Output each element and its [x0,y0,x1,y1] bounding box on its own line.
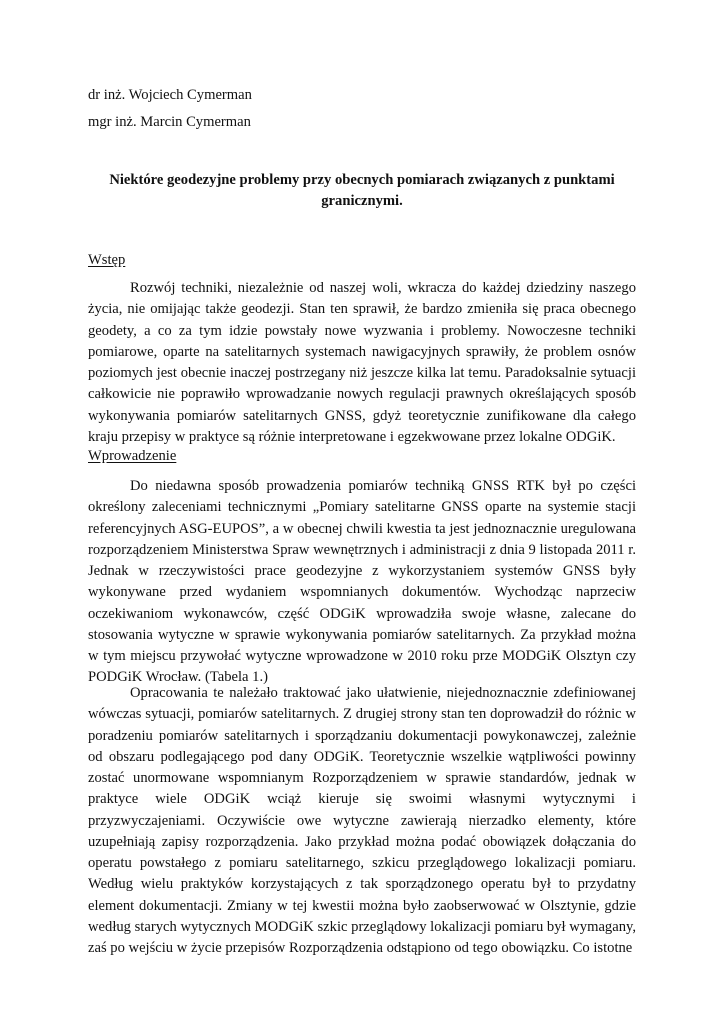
author-2: mgr inż. Marcin Cymerman [88,114,251,130]
introduction-paragraph-1: Do niedawna sposób prowadzenia pomiarów techniką GNSS RTK był po części określony zaleceniami technicznymi „Pomiary satelitarne GNSS oparte na systemie stacji referencyjnych ASG-EUPOS”, a w obecnej chwili kwestia ta jest jednoznacznie uregulowana rozporządzeniem Ministerstwa Spraw wewnętrznych i administracji z dnia 9 listopada 2011 r. Jednak w rzeczywistości prace geodezyjne z wykorzystaniem systemów GNSS były wykonywane przed wydaniem wspomnianych dokumentów. Wychodząc naprzeciw oczekiwaniom wykonawców, część ODGiK wprowadziła swoje własne, zalecane do stosowania wytyczne w sprawie wykonywania pomiarów satelitarnych. Za przykład można w tym miejscu przywołać wytyczne wprowadzone w 2010 roku prze MODGiK Olsztyn czy PODGiK Wrocław. (Tabela 1.) [88,478,636,686]
intro-paragraph: Rozwój techniki, niezależnie od naszej woli, wkracza do każdej dziedziny naszego życia, nie omijając także geodezji. Stan ten sprawił, że bardzo zmieniła się praca obecnego geodety, a co za tym idzie powstały nowe wyzwania i problemy. Nowoczesne techniki pomiarowe, oparte na satelitarnych systemach nawigacyjnych sprawiły, że problem osnów poziomych jest obecnie inaczej postrzegany niż jeszcze kilka lat temu. Paradoksalnie sytuacji całkowicie nie poprawiło wprowadzanie nowych regulacji prawnych określających sposób wykonywania pomiarów satelitarnych GNSS, gdyż teoretycznie zunifikowane dla całego kraju przepisy w praktyce są różnie interpretowane i egzekwowane przez lokalne ODGiK. [88,280,636,445]
section-heading-introduction: Wprowadzenie [88,448,177,464]
document-title: Niektóre geodezyjne problemy przy obecnych pomiarach związanych z punktami granicznymi. [109,172,615,209]
author-1: dr inż. Wojciech Cymerman [88,87,252,103]
introduction-paragraph-2: Opracowania te należało traktować jako ułatwienie, niejednoznacznie zdefiniowanej wówczas sytuacji, pomiarów satelitarnych. Z drugiej strony stan ten doprowadził do różnic w poradzeniu pomiarów satelitarnych i sporządzaniu dokumentacji powykonawczej, zależnie od obszaru podlegającego pod dany ODGiK. Teoretycznie wszelkie wątpliwości powinny zostać unormowane wspomnianym Rozporządzeniem w sprawie standardów, jednak w praktyce wiele ODGiK wciąż kieruje się swoimi własnymi wytycznymi i przyzwyczajeniami. Oczywiście owe wytyczne zawierają nierzadko elementy, które uzupełniają zapisy rozporządzenia. Jako przykład można podać obowiązek dołączania do operatu powstałego z pomiaru satelitarnego, szkicu przeglądowego lokalizacji pomiaru. Według wielu praktyków korzystających z tak sporządzonego operatu był to przydatny element dokumentacji. Zmiany w tej kwestii można było zaobserwować w Olsztynie, gdzie według starych wytycznych MODGiK szkic przeglądowy lokalizacji pomiaru był wymagany, zaś po wejściu w życie przepisów Rozporządzenia odstąpiono od tego obowiązku. Co istotne [88,685,636,956]
section-heading-intro: Wstęp [88,252,126,268]
